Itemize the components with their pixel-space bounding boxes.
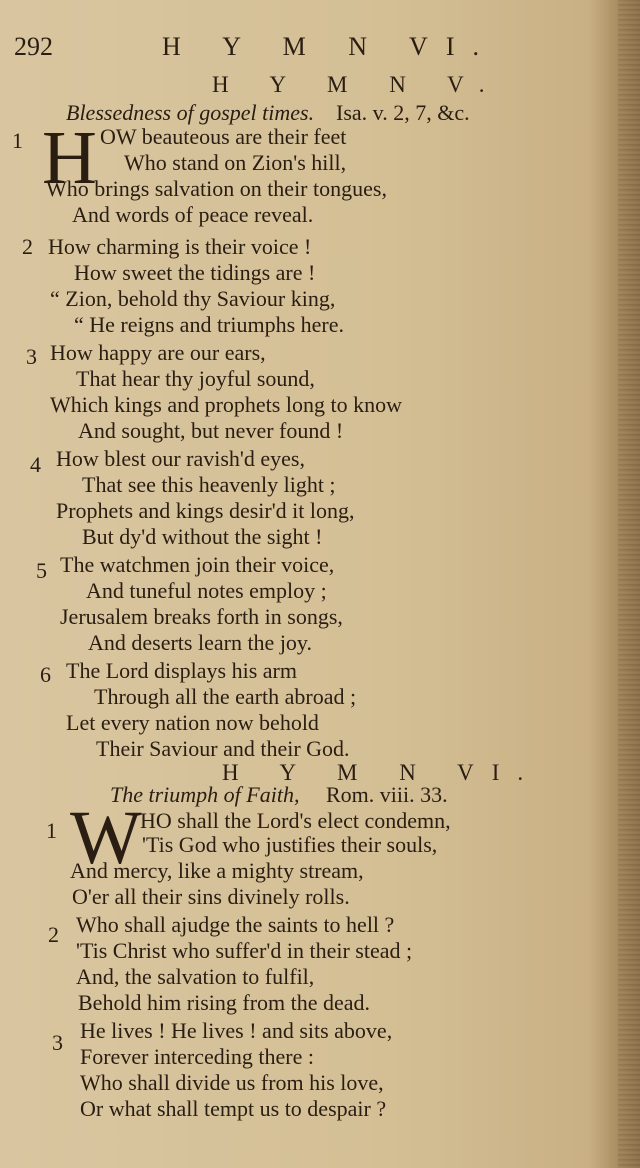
verse-line: And mercy, like a mighty stream, [70, 858, 364, 883]
verse-line: Who stand on Zion's hill, [124, 150, 347, 175]
verse-line: The watchmen join their voice, [60, 552, 335, 577]
stanza-number: 3 [52, 1030, 63, 1055]
stanza-number: 5 [36, 558, 47, 583]
hymn6-subtitle: The triumph of Faith, [110, 782, 300, 807]
verse-line: That hear thy joyful sound, [76, 366, 315, 391]
verse-line: And deserts learn the joy. [88, 630, 313, 655]
stanza-number: 6 [40, 662, 51, 687]
verse-line: He lives ! He lives ! and sits above, [80, 1018, 393, 1043]
verse-line: “ Zion, behold thy Saviour king, [50, 286, 336, 311]
verse-line: Who shall divide us from his love, [80, 1070, 384, 1095]
verse-line: O'er all their sins divinely rolls. [72, 884, 350, 909]
verse-line: Or what shall tempt us to despair ? [80, 1096, 387, 1121]
verse-line: How happy are our ears, [50, 340, 266, 365]
hymn5-reference: Isa. v. 2, 7, &c. [336, 100, 470, 125]
verse-line: Behold him rising from the dead. [78, 990, 371, 1015]
hymn6-heading: H Y M N VI. [222, 760, 542, 785]
stanza-number: 2 [48, 922, 59, 947]
running-head-title: H Y M N VI. [162, 32, 497, 61]
drop-cap: H [42, 116, 97, 200]
verse-line: And, the salvation to fulfil, [76, 964, 315, 989]
verse-line: That see this heavenly light ; [82, 472, 336, 497]
verse-line: Which kings and prophets long to know [50, 392, 402, 417]
verse-line: And words of peace reveal. [72, 202, 314, 227]
verse-line: How charming is their voice ! [48, 234, 312, 259]
verse-line: Who brings salvation on their tongues, [46, 176, 387, 201]
verse-line: “ He reigns and triumphs here. [74, 312, 345, 337]
verse-line: Through all the earth abroad ; [94, 684, 357, 709]
hymn5-subtitle: Blessedness of gospel times. [66, 100, 315, 125]
verse-line: 'Tis Christ who suffer'd in their stead ; [76, 938, 413, 963]
verse-line: OW beauteous are their feet [100, 124, 347, 149]
verse-line: Forever interceding there : [80, 1044, 314, 1069]
stanza-number: 1 [46, 818, 57, 843]
verse-line: Let every nation now behold [66, 710, 319, 735]
verse-line: Their Saviour and their God. [96, 736, 350, 761]
verse-line: Who shall ajudge the saints to hell ? [76, 912, 395, 937]
verse-line: How sweet the tidings are ! [74, 260, 316, 285]
verse-line: And tuneful notes employ ; [86, 578, 327, 603]
verse-line: And sought, but never found ! [78, 418, 344, 443]
verse-line: 'Tis God who justifies their souls, [142, 832, 438, 857]
drop-cap: W [70, 796, 142, 880]
verse-line: But dy'd without the sight ! [82, 524, 323, 549]
verse-line: Prophets and kings desir'd it long, [56, 498, 355, 523]
verse-line: Jerusalem breaks forth in songs, [60, 604, 343, 629]
stanza-number: 2 [22, 234, 33, 259]
verse-line: How blest our ravish'd eyes, [56, 446, 305, 471]
hymn5-heading: H Y M N V. [212, 72, 503, 97]
verse-line: The Lord displays his arm [66, 658, 297, 683]
stanza-number: 4 [30, 452, 41, 477]
stanza-number: 3 [26, 344, 37, 369]
stanza-number: 1 [12, 128, 23, 153]
page-edge [618, 0, 640, 1168]
verse-line: HO shall the Lord's elect condemn, [140, 808, 451, 833]
hymn6-reference: Rom. viii. 33. [326, 782, 448, 807]
page-number: 292 [14, 32, 53, 61]
